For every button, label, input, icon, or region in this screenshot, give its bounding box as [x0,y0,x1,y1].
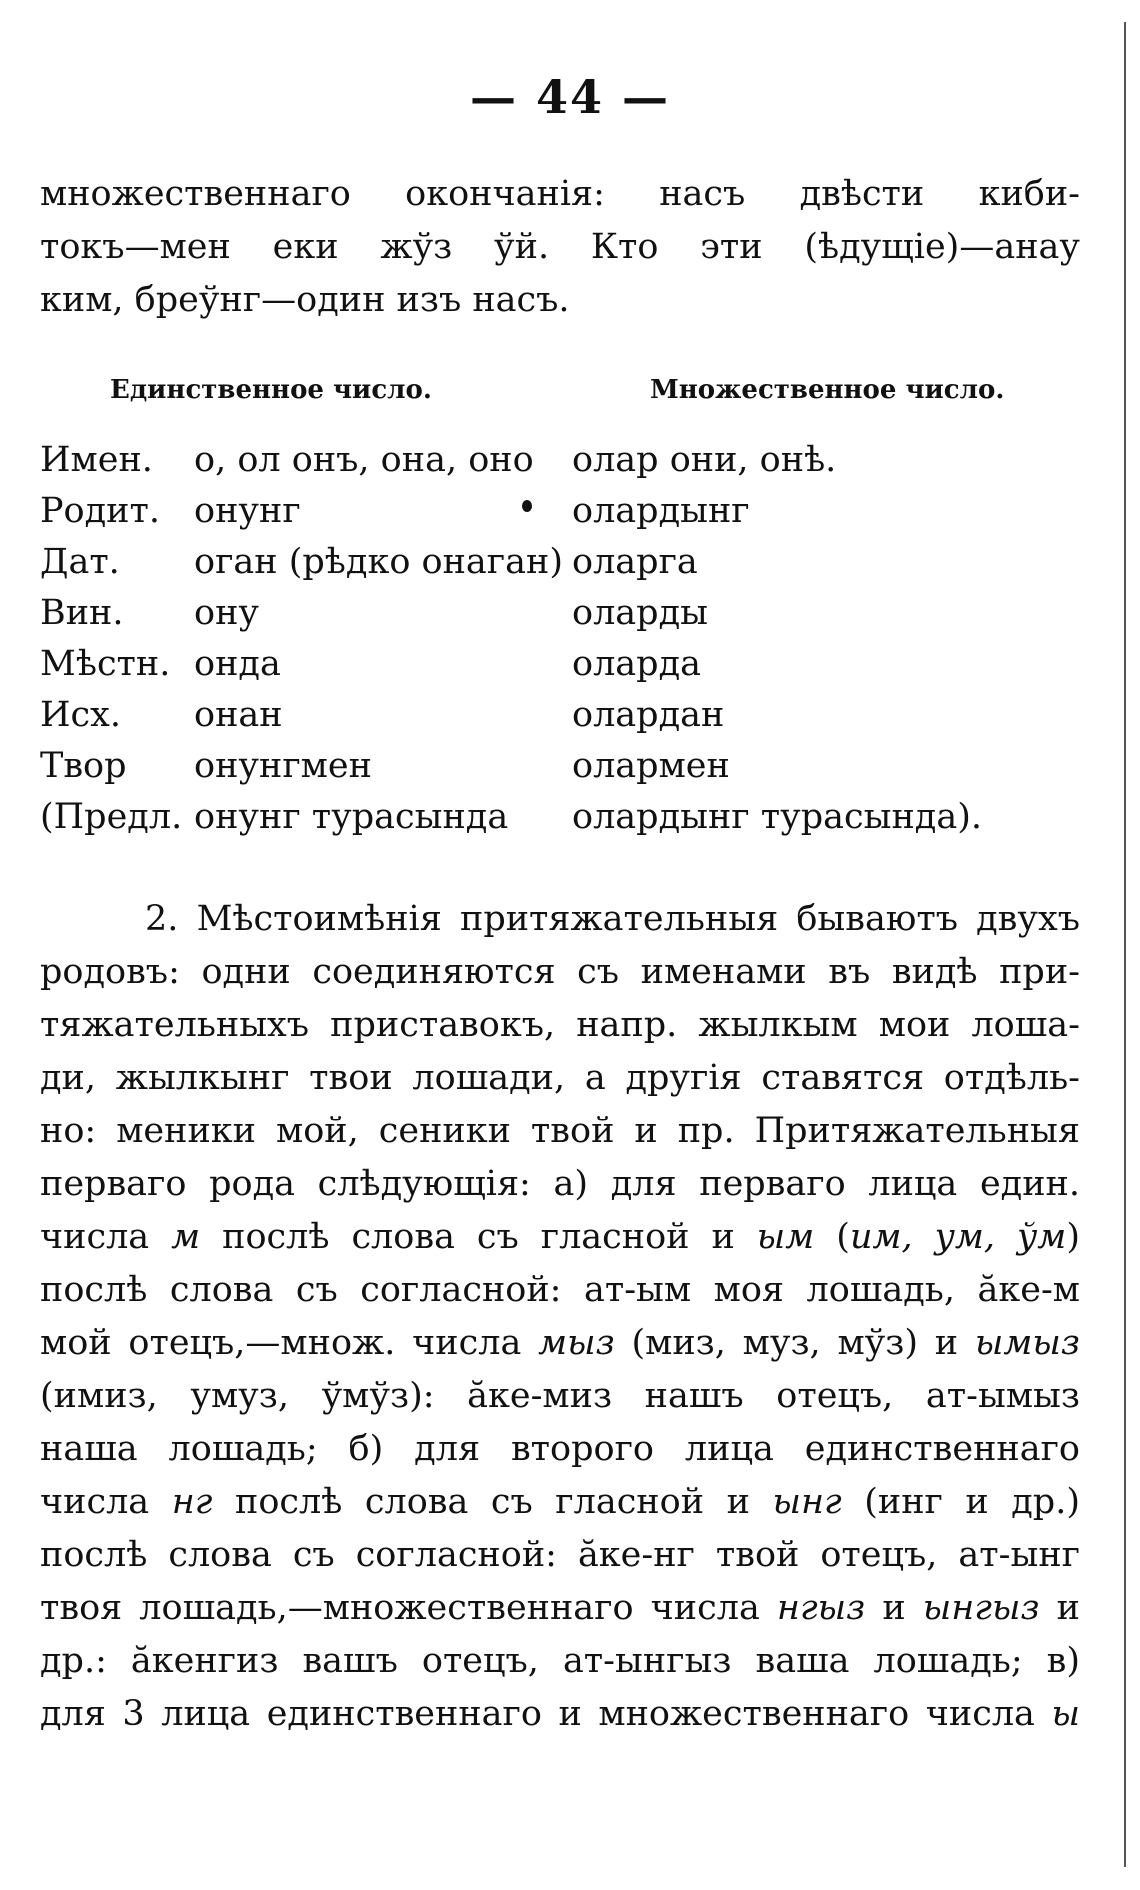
singular-form: онан [194,695,283,735]
case-label: (Предл. [40,797,183,837]
table-row [40,644,1100,695]
plural-form: оларды [572,593,708,633]
case-label: Дат. [40,542,120,582]
suffix-italic: ымыз [974,1323,1080,1363]
table-row [40,695,1100,746]
singular-form: онда [194,644,281,684]
section2-line: послѣ слова съ согласной: ăке-нг твой отецъ, ат-ынг [40,1535,1080,1575]
text-segment: мой отецъ,—множ. числа [40,1323,539,1363]
section2-line: др.: ăкенгиз вашъ отецъ, ат-ынгыз ваша лошадь; в) [40,1641,1080,1681]
text-segment: для 3 лица единственнаго и множественнаго числа [40,1694,1052,1734]
singular-form: о, ол онъ, она, оно [194,440,534,480]
text-segment: ( [814,1217,850,1257]
intro-line-2: токъ—мен еки жўз ўй. Кто эти (ѣдущіе)—анау [40,227,1080,267]
intro-line-1: множественнаго окончанія: насъ двѣсти киби- [40,174,1080,214]
declension-table [40,440,1100,848]
case-label: Твор [40,746,127,786]
section2-line: послѣ слова съ согласной: ат-ым моя лошадь, ăке-м [40,1270,1080,1310]
section-2-paragraph [40,893,1080,1741]
singular-form: онунгмен [194,746,372,786]
singular-form: ону [194,593,259,633]
text-segment: (инг и др.) [841,1482,1080,1522]
section2-line: (имиз, умуз, ўмўз): ăке-миз нашъ отецъ, ат-ымыз [40,1376,1080,1416]
text-segment: и [865,1588,923,1628]
suffix-italic: мыз [538,1323,615,1363]
case-label: Вин. [40,593,124,633]
suffix-italic: ы [1051,1694,1080,1734]
text-segment: ) [1066,1217,1080,1257]
text-segment: послѣ слова съ гласной и [212,1482,773,1522]
section2-line [40,1317,1080,1370]
ink-dot [522,500,532,512]
plural-form: олардынг турасында). [572,797,982,837]
text-segment: числа [40,1482,172,1522]
section2-line: родовъ: одни соединяются съ именами въ видѣ при- [40,952,1080,992]
table-row [40,746,1100,797]
suffix-italic: нгыз [776,1588,866,1628]
table-row [40,593,1100,644]
section2-line: 2. Мѣстоимѣнія притяжательныя бываютъ двухъ [145,899,1080,939]
plural-form: олармен [572,746,730,786]
table-header [0,375,1140,415]
text-segment: послѣ слова съ гласной и [200,1217,757,1257]
table-row [40,491,1100,542]
table-row [40,440,1100,491]
suffix-italic: ынг [772,1482,842,1522]
text-segment: (миз, муз, мўз) и [614,1323,975,1363]
text-segment: и [1039,1588,1080,1628]
table-row [40,542,1100,593]
suffix-italic: нг [171,1482,213,1522]
section2-line: перваго рода слѣдующія: а) для перваго лица един. [40,1164,1080,1204]
case-label: Имен. [40,440,153,480]
case-label: Мѣстн. [40,644,171,684]
section2-line: но: меники мой, сеники твой и пр. Притяжательныя [40,1111,1080,1151]
header-plural: Множественное число. [650,375,1005,405]
section2-line [40,1582,1080,1635]
section2-line [40,1476,1080,1529]
plural-form: олардынг [572,491,750,531]
section2-line [40,1688,1080,1741]
section2-line: тяжательныхъ приставокъ, напр. жылкым мои лоша- [40,1005,1080,1045]
suffix-italic: ынгыз [922,1588,1040,1628]
case-label: Исх. [40,695,121,735]
plural-form: оларда [572,644,701,684]
singular-form: оган (рѣдко онаган) [194,542,563,582]
suffix-italic: им, ум, ўм [849,1217,1067,1257]
intro-line-3: ким, бреўнг—один изъ насъ. [40,280,570,320]
singular-form: онунг [194,491,301,531]
table-row [40,797,1100,848]
section2-line: ди, жылкынг твои лошади, а другія ставятся отдѣль- [40,1058,1080,1098]
text-segment: числа [40,1217,172,1257]
plural-form: олардан [572,695,725,735]
text-segment: твоя лошадь,—множественнаго числа [40,1588,777,1628]
singular-form: онунг турасында [194,797,509,837]
plural-form: оларга [572,542,698,582]
suffix-italic: м [171,1217,201,1257]
page-edge-line [1124,22,1126,1867]
suffix-italic: ым [756,1217,815,1257]
case-label: Родит. [40,491,160,531]
header-singular: Единственное число. [110,375,432,405]
section2-line [40,1211,1080,1264]
plural-form: олар они, онѣ. [572,440,837,480]
section2-line: наша лошадь; б) для второго лица единственнаго [40,1429,1080,1469]
page-number: — 44 — [469,70,671,124]
intro-paragraph [40,168,1080,327]
